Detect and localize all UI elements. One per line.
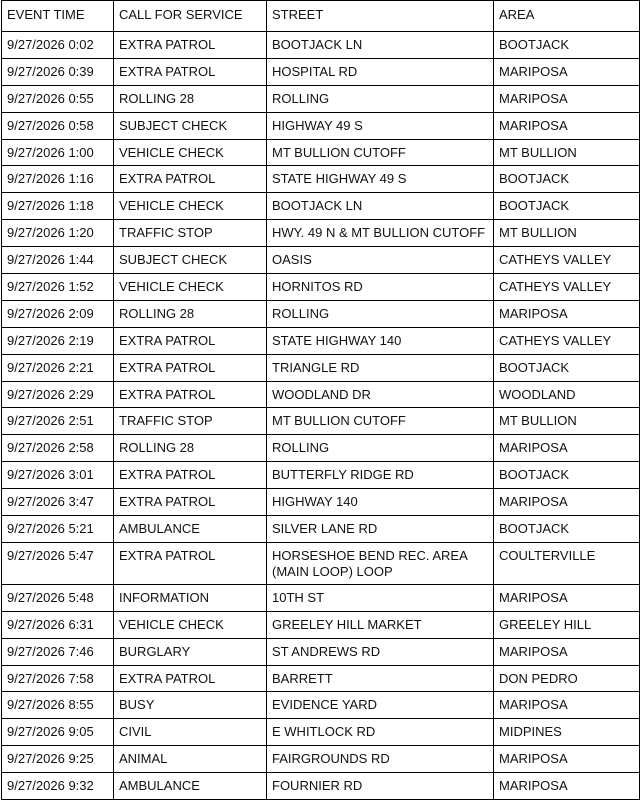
table-header [2,1,640,32]
cell-event-time: 9/27/2026 5:21 [2,516,114,543]
cell-call-for-service: VEHICLE CHECK [114,611,267,638]
table-row [2,247,640,274]
cell-street: BARRETT [267,665,494,692]
cell-street: EVIDENCE YARD [267,692,494,719]
cell-area: MARIPOSA [494,584,640,611]
table-row [2,692,640,719]
cell-street: STATE HIGHWAY 49 S [267,166,494,193]
header-street: STREET [267,1,494,32]
cell-call-for-service: TRAFFIC STOP [114,408,267,435]
cell-area: MT BULLION [494,220,640,247]
cell-call-for-service: EXTRA PATROL [114,166,267,193]
cell-call-for-service: ANIMAL [114,746,267,773]
table-row [2,435,640,462]
cell-area: MARIPOSA [494,58,640,85]
table-row [2,462,640,489]
table-row [2,746,640,773]
table-row [2,408,640,435]
table-row [2,300,640,327]
cell-event-time: 9/27/2026 0:55 [2,85,114,112]
cell-call-for-service: ROLLING 28 [114,435,267,462]
cell-street: ROLLING [267,300,494,327]
cell-area: MT BULLION [494,139,640,166]
cell-street: FAIRGROUNDS RD [267,746,494,773]
table-row [2,85,640,112]
table-row [2,354,640,381]
cell-street: TRIANGLE RD [267,354,494,381]
cell-event-time: 9/27/2026 6:31 [2,611,114,638]
cell-call-for-service: EXTRA PATROL [114,381,267,408]
cell-area: WOODLAND [494,381,640,408]
table-row [2,516,640,543]
cell-area: COULTERVILLE [494,542,640,584]
cell-call-for-service: CIVIL [114,719,267,746]
cell-street: MT BULLION CUTOFF [267,408,494,435]
table-row [2,542,640,584]
cell-area: CATHEYS VALLEY [494,274,640,301]
header-area: AREA [494,1,640,32]
table-row [2,665,640,692]
cell-street: HIGHWAY 49 S [267,112,494,139]
cell-event-time: 9/27/2026 0:39 [2,58,114,85]
cell-street: BUTTERFLY RIDGE RD [267,462,494,489]
cell-area: BOOTJACK [494,32,640,59]
cell-area: MARIPOSA [494,489,640,516]
cell-street: GREELEY HILL MARKET [267,611,494,638]
cell-event-time: 9/27/2026 1:44 [2,247,114,274]
cell-area: BOOTJACK [494,166,640,193]
cell-street: BOOTJACK LN [267,32,494,59]
cell-event-time: 9/27/2026 2:19 [2,327,114,354]
cell-call-for-service: TRAFFIC STOP [114,220,267,247]
cell-street: ROLLING [267,85,494,112]
cell-area: MIDPINES [494,719,640,746]
cell-area: DON PEDRO [494,665,640,692]
cell-area: MARIPOSA [494,435,640,462]
cell-call-for-service: EXTRA PATROL [114,354,267,381]
cell-event-time: 9/27/2026 0:58 [2,112,114,139]
cell-call-for-service: BURGLARY [114,638,267,665]
cell-event-time: 9/27/2026 9:32 [2,773,114,800]
cell-street: HOSPITAL RD [267,58,494,85]
table-row [2,112,640,139]
cell-call-for-service: EXTRA PATROL [114,32,267,59]
table-row [2,381,640,408]
cell-event-time: 9/27/2026 5:48 [2,584,114,611]
cell-area: CATHEYS VALLEY [494,327,640,354]
cell-call-for-service: VEHICLE CHECK [114,274,267,301]
cell-call-for-service: INFORMATION [114,584,267,611]
cell-call-for-service: AMBULANCE [114,773,267,800]
table-row [2,58,640,85]
cell-area: MARIPOSA [494,692,640,719]
cell-call-for-service: EXTRA PATROL [114,58,267,85]
cell-area: MARIPOSA [494,773,640,800]
table-row [2,220,640,247]
cell-area: GREELEY HILL [494,611,640,638]
cell-event-time: 9/27/2026 1:18 [2,193,114,220]
table-row [2,193,640,220]
table-row [2,166,640,193]
cell-call-for-service: SUBJECT CHECK [114,247,267,274]
table-row [2,327,640,354]
table-row [2,719,640,746]
cell-street: HORNITOS RD [267,274,494,301]
cell-call-for-service: EXTRA PATROL [114,542,267,584]
cell-event-time: 9/27/2026 2:09 [2,300,114,327]
cell-area: CATHEYS VALLEY [494,247,640,274]
table-row [2,489,640,516]
cell-call-for-service: EXTRA PATROL [114,462,267,489]
cell-street: ROLLING [267,435,494,462]
header-call-for-service: CALL FOR SERVICE [114,1,267,32]
cell-event-time: 9/27/2026 1:52 [2,274,114,301]
cell-event-time: 9/27/2026 2:51 [2,408,114,435]
cell-event-time: 9/27/2026 5:47 [2,542,114,584]
cell-call-for-service: SUBJECT CHECK [114,112,267,139]
cell-call-for-service: VEHICLE CHECK [114,139,267,166]
cell-street: WOODLAND DR [267,381,494,408]
table-row [2,584,640,611]
cell-call-for-service: ROLLING 28 [114,300,267,327]
cell-event-time: 9/27/2026 1:00 [2,139,114,166]
cell-call-for-service: AMBULANCE [114,516,267,543]
table-row [2,638,640,665]
cell-street: 10TH ST [267,584,494,611]
cell-area: BOOTJACK [494,354,640,381]
cell-street: HIGHWAY 140 [267,489,494,516]
table-row [2,32,640,59]
cell-event-time: 9/27/2026 1:20 [2,220,114,247]
cell-area: MT BULLION [494,408,640,435]
cell-street: ST ANDREWS RD [267,638,494,665]
cell-area: MARIPOSA [494,300,640,327]
cell-area: MARIPOSA [494,112,640,139]
cell-call-for-service: EXTRA PATROL [114,489,267,516]
cell-event-time: 9/27/2026 8:55 [2,692,114,719]
cell-event-time: 9/27/2026 2:58 [2,435,114,462]
cell-event-time: 9/27/2026 1:16 [2,166,114,193]
cell-area: MARIPOSA [494,746,640,773]
header-event-time: EVENT TIME [2,1,114,32]
cell-street: BOOTJACK LN [267,193,494,220]
cell-area: MARIPOSA [494,85,640,112]
cell-area: BOOTJACK [494,462,640,489]
cell-street: STATE HIGHWAY 140 [267,327,494,354]
cell-event-time: 9/27/2026 7:46 [2,638,114,665]
table-row [2,773,640,800]
table-row [2,274,640,301]
table-row [2,611,640,638]
cell-area: MARIPOSA [494,638,640,665]
cell-call-for-service: BUSY [114,692,267,719]
cell-area: BOOTJACK [494,516,640,543]
cell-event-time: 9/27/2026 3:47 [2,489,114,516]
cell-street: SILVER LANE RD [267,516,494,543]
cell-street: FOURNIER RD [267,773,494,800]
cell-call-for-service: VEHICLE CHECK [114,193,267,220]
cell-street: E WHITLOCK RD [267,719,494,746]
cell-event-time: 9/27/2026 7:58 [2,665,114,692]
cell-street: HORSESHOE BEND REC. AREA (MAIN LOOP) LOOP [267,542,494,584]
cell-event-time: 9/27/2026 9:05 [2,719,114,746]
cell-event-time: 9/27/2026 3:01 [2,462,114,489]
cell-area: BOOTJACK [494,193,640,220]
cell-street: HWY. 49 N & MT BULLION CUTOFF [267,220,494,247]
cell-call-for-service: ROLLING 28 [114,85,267,112]
table-body [2,32,640,800]
call-log-table [1,0,640,800]
cell-call-for-service: EXTRA PATROL [114,665,267,692]
cell-street: MT BULLION CUTOFF [267,139,494,166]
header-row [2,1,640,32]
table-row [2,139,640,166]
cell-street: OASIS [267,247,494,274]
cell-event-time: 9/27/2026 2:29 [2,381,114,408]
cell-event-time: 9/27/2026 0:02 [2,32,114,59]
cell-event-time: 9/27/2026 9:25 [2,746,114,773]
cell-event-time: 9/27/2026 2:21 [2,354,114,381]
cell-call-for-service: EXTRA PATROL [114,327,267,354]
